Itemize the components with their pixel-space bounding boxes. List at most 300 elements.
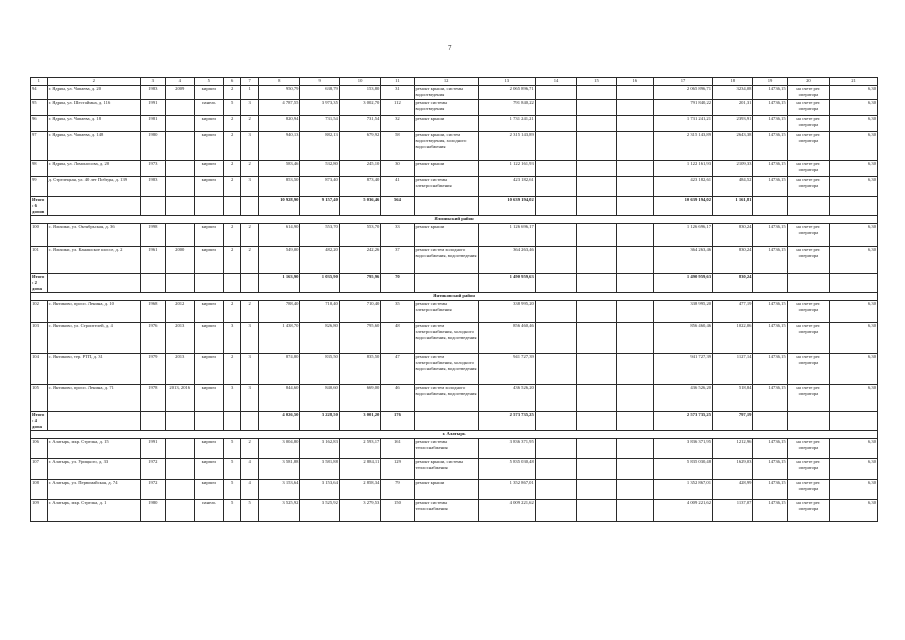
cell-col-2 — [47, 412, 140, 431]
cell-col-10: 873,40 — [339, 177, 380, 197]
cell-col-13: 1 731 241,21 — [478, 116, 535, 132]
cell-col-14 — [535, 459, 576, 480]
cell-col-9: 1 035,90 — [300, 274, 339, 293]
cell-col-3 — [140, 412, 165, 431]
cell-col-19: 14736,15 — [753, 177, 787, 197]
cell-col-7: 2 — [241, 247, 259, 274]
cell-col-3: 1983 — [140, 177, 165, 197]
cell-col-15 — [577, 116, 616, 132]
cell-col-20: на счете рег. оператора — [787, 86, 830, 100]
cell-col-19 — [753, 197, 787, 216]
cell-col-6: 2 — [223, 354, 241, 385]
cell-col-17: 1 126 696,17 — [653, 224, 712, 247]
cell-col-16 — [616, 100, 653, 116]
cell-col-13: 856 460,46 — [478, 323, 535, 354]
cell-col-9: 3 973,35 — [300, 100, 339, 116]
cell-col-12: ремонт системы теплоснабжения — [414, 439, 478, 459]
cell-col-2 — [47, 197, 140, 216]
cell-col-17: 1 731 241,21 — [653, 116, 712, 132]
cell-col-19: 14736,15 — [753, 116, 787, 132]
cell-col-15 — [577, 100, 616, 116]
cell-col-13: 3 836 371,95 — [478, 439, 535, 459]
cell-col-8: 8 — [259, 78, 300, 86]
cell-col-11: 33 — [381, 224, 414, 247]
cell-col-15 — [577, 385, 616, 412]
cell-col-11: 37 — [381, 247, 414, 274]
cell-col-8: 844,60 — [259, 385, 300, 412]
cell-col-5: кирпич — [194, 224, 223, 247]
cell-col-21: 6,30 — [830, 439, 878, 459]
cell-col-15 — [577, 132, 616, 161]
cell-col-12: ремонт системы теплоснабжения — [414, 500, 478, 522]
header-row — [31, 78, 878, 86]
cell-col-1: Итого: 4 дома — [31, 412, 48, 431]
cell-col-8: 940,13 — [259, 132, 300, 161]
cell-col-16 — [616, 439, 653, 459]
cell-col-20: на счете рег. оператора — [787, 459, 830, 480]
cell-col-3: 1972 — [140, 459, 165, 480]
cell-col-12: ремонт системы электроснабжения — [414, 301, 478, 323]
cell-col-12: ремонт систем электроснабжения, холодного водоснабжения, водоотведения — [414, 354, 478, 385]
cell-col-7 — [241, 197, 259, 216]
table-row — [31, 247, 878, 274]
cell-col-19: 14736,15 — [753, 480, 787, 500]
cell-col-3: 1973 — [140, 161, 165, 177]
cell-col-4 — [165, 412, 194, 431]
cell-col-10: 2 884,11 — [339, 459, 380, 480]
cell-col-10: 245,10 — [339, 161, 380, 177]
cell-col-1: 105 — [31, 385, 48, 412]
cell-col-8: 10 928,90 — [259, 197, 300, 216]
cell-col-15 — [577, 177, 616, 197]
cell-col-7: 7 — [241, 78, 259, 86]
cell-col-1: 100 — [31, 224, 48, 247]
cell-col-15 — [577, 301, 616, 323]
cell-col-8: 3 581,88 — [259, 459, 300, 480]
cell-col-21: 6,30 — [830, 177, 878, 197]
cell-col-6: 2 — [223, 177, 241, 197]
cell-col-1: 1 — [31, 78, 48, 86]
cell-col-12: ремонт систем холодного водоснабжения, водоотведения — [414, 247, 478, 274]
cell-col-1: 94 — [31, 86, 48, 100]
cell-col-10: 835,50 — [339, 354, 380, 385]
cell-col-19: 19 — [753, 78, 787, 86]
table-row — [31, 161, 878, 177]
cell-col-20: на счете рег. оператора — [787, 301, 830, 323]
cell-col-17: 856 460,46 — [653, 323, 712, 354]
cell-col-4: 2012 — [165, 301, 194, 323]
cell-col-5: кирпич — [194, 439, 223, 459]
cell-col-8: 614,90 — [259, 224, 300, 247]
cell-col-18: 1629,03 — [713, 459, 753, 480]
cell-col-17: 423 182,61 — [653, 177, 712, 197]
cell-col-3 — [140, 197, 165, 216]
cell-col-19: 14736,15 — [753, 439, 787, 459]
cell-col-9: 3 581,88 — [300, 459, 339, 480]
cell-col-16 — [616, 412, 653, 431]
cell-col-15 — [577, 86, 616, 100]
cell-col-15 — [577, 161, 616, 177]
cell-col-14 — [535, 500, 576, 522]
cell-col-10: 553,70 — [339, 224, 380, 247]
cell-col-5: кирпич — [194, 86, 223, 100]
cell-col-7: 2 — [241, 301, 259, 323]
cell-col-2: с. Янтиково, просп. Ленина, д. 71 — [47, 385, 140, 412]
cell-col-3: 1968 — [140, 301, 165, 323]
cell-col-16 — [616, 354, 653, 385]
cell-col-6 — [223, 197, 241, 216]
cell-col-4 — [165, 132, 194, 161]
cell-col-8: 4 026,50 — [259, 412, 300, 431]
housing-repair-table — [30, 77, 878, 522]
cell-col-17: 338 995,20 — [653, 301, 712, 323]
cell-col-6: 2 — [223, 86, 241, 100]
cell-col-16 — [616, 132, 653, 161]
cell-col-1: 104 — [31, 354, 48, 385]
cell-col-15 — [577, 459, 616, 480]
cell-col-7: 1 — [241, 86, 259, 100]
cell-col-6: 5 — [223, 439, 241, 459]
cell-col-1: Итого: 2 дома — [31, 274, 48, 293]
cell-col-2 — [47, 274, 140, 293]
cell-col-5: панель — [194, 100, 223, 116]
cell-col-17: 1 352 867,01 — [653, 480, 712, 500]
cell-col-11: 46 — [381, 385, 414, 412]
cell-col-21: 6,30 — [830, 459, 878, 480]
cell-col-4: 2000 — [165, 247, 194, 274]
cell-col-14 — [535, 132, 576, 161]
section-title-row — [31, 216, 878, 224]
cell-col-12 — [414, 274, 478, 293]
cell-col-10: 3 001,20 — [339, 412, 380, 431]
table-row — [31, 385, 878, 412]
cell-col-3: 1998 — [140, 224, 165, 247]
cell-col-14 — [535, 161, 576, 177]
cell-col-7 — [241, 274, 259, 293]
cell-col-13: 338 995,20 — [478, 301, 535, 323]
cell-col-21: 21 — [830, 78, 878, 86]
cell-col-7: 2 — [241, 224, 259, 247]
cell-col-8: 853,50 — [259, 177, 300, 197]
cell-col-2: 2 — [47, 78, 140, 86]
cell-col-18: 428,99 — [713, 480, 753, 500]
cell-col-8: 583,46 — [259, 161, 300, 177]
cell-col-11: 48 — [381, 323, 414, 354]
cell-col-18: 830,24 — [713, 247, 753, 274]
cell-col-12: ремонт систем электроснабжения, холодного водоснабжения, водоотведения — [414, 323, 478, 354]
cell-col-12 — [414, 412, 478, 431]
cell-col-7: 3 — [241, 385, 259, 412]
cell-col-7: 3 — [241, 354, 259, 385]
cell-col-2: г. Алатырь, ул. Урицкого, д. 33 — [47, 459, 140, 480]
cell-col-10: 3 002,70 — [339, 100, 380, 116]
cell-col-9: 835,50 — [300, 354, 339, 385]
cell-col-8: 820,94 — [259, 116, 300, 132]
table-row — [31, 323, 878, 354]
cell-col-15 — [577, 247, 616, 274]
cell-col-17: 4 009 221,62 — [653, 500, 712, 522]
cell-col-5: кирпич — [194, 385, 223, 412]
table-row — [31, 224, 878, 247]
cell-col-21: 6,30 — [830, 224, 878, 247]
cell-col-16 — [616, 480, 653, 500]
cell-col-11: 35 — [381, 301, 414, 323]
cell-col-5 — [194, 274, 223, 293]
cell-col-16 — [616, 177, 653, 197]
section-title: г. Алатырь — [31, 431, 878, 439]
cell-col-9: 482,20 — [300, 247, 339, 274]
cell-col-18: 1137,07 — [713, 500, 753, 522]
cell-col-10: 795,96 — [339, 274, 380, 293]
table-row — [31, 500, 878, 522]
cell-col-9: 873,40 — [300, 177, 339, 197]
cell-col-20: на счете рег. оператора — [787, 323, 830, 354]
cell-col-13: 4 009 221,62 — [478, 500, 535, 522]
cell-col-18: 2109,33 — [713, 161, 753, 177]
cell-col-8: 1 438,70 — [259, 323, 300, 354]
cell-col-16 — [616, 161, 653, 177]
cell-col-10: 242,26 — [339, 247, 380, 274]
cell-col-14 — [535, 439, 576, 459]
cell-col-14 — [535, 224, 576, 247]
cell-col-16 — [616, 197, 653, 216]
cell-col-7: 3 — [241, 132, 259, 161]
cell-col-17: 2 573 735,25 — [653, 412, 712, 431]
cell-col-5: 5 — [194, 78, 223, 86]
cell-col-13: 13 — [478, 78, 535, 86]
cell-col-13: 791 840,22 — [478, 100, 535, 116]
cell-col-18: 18 — [713, 78, 753, 86]
cell-col-21 — [830, 412, 878, 431]
cell-col-1: 95 — [31, 100, 48, 116]
cell-col-20 — [787, 197, 830, 216]
cell-col-19: 14736,15 — [753, 500, 787, 522]
cell-col-8: 3 525,92 — [259, 500, 300, 522]
cell-col-5: панель — [194, 500, 223, 522]
cell-col-6: 2 — [223, 161, 241, 177]
cell-col-14 — [535, 100, 576, 116]
cell-col-2: с. Яльчики, ул. Канашское шоссе, д. 2 — [47, 247, 140, 274]
cell-col-18: 1 161,81 — [713, 197, 753, 216]
cell-col-3: 1991 — [140, 439, 165, 459]
cell-col-14 — [535, 480, 576, 500]
cell-col-6: 2 — [223, 224, 241, 247]
section-title-row — [31, 431, 878, 439]
cell-col-12: ремонт крыши — [414, 116, 478, 132]
cell-col-2: с. Янтиково, тер. РТП, д. 31 — [47, 354, 140, 385]
table-row — [31, 301, 878, 323]
cell-col-14: 14 — [535, 78, 576, 86]
cell-col-9: 3 228,50 — [300, 412, 339, 431]
cell-col-19: 14736,15 — [753, 247, 787, 274]
cell-col-12: ремонт системы электроснабжения — [414, 177, 478, 197]
total-row — [31, 412, 878, 431]
cell-col-7 — [241, 412, 259, 431]
cell-col-19: 14736,15 — [753, 459, 787, 480]
table-row — [31, 459, 878, 480]
cell-col-10: 679,92 — [339, 132, 380, 161]
cell-col-3: 1979 — [140, 354, 165, 385]
cell-col-15 — [577, 480, 616, 500]
cell-col-6: 5 — [223, 500, 241, 522]
cell-col-9: 532,80 — [300, 161, 339, 177]
cell-col-8: 549,00 — [259, 247, 300, 274]
cell-col-11: 58 — [381, 132, 414, 161]
cell-col-4 — [165, 197, 194, 216]
cell-col-8: 3 153,64 — [259, 480, 300, 500]
cell-col-9: 882,13 — [300, 132, 339, 161]
cell-col-7: 3 — [241, 323, 259, 354]
cell-col-15 — [577, 274, 616, 293]
cell-col-5: кирпич — [194, 132, 223, 161]
cell-col-11: 112 — [381, 100, 414, 116]
cell-col-1: 109 — [31, 500, 48, 522]
cell-col-11: 70 — [381, 274, 414, 293]
cell-col-5 — [194, 197, 223, 216]
cell-col-1: 108 — [31, 480, 48, 500]
cell-col-11: 11 — [381, 78, 414, 86]
cell-col-21: 6,30 — [830, 480, 878, 500]
cell-col-21: 6,30 — [830, 86, 878, 100]
cell-col-17: 3 836 371,95 — [653, 439, 712, 459]
cell-col-9: 840,60 — [300, 385, 339, 412]
cell-col-7: 5 — [241, 500, 259, 522]
cell-col-10: 2 593,17 — [339, 439, 380, 459]
cell-col-21: 6,30 — [830, 247, 878, 274]
cell-col-16 — [616, 247, 653, 274]
cell-col-9: 3 525,92 — [300, 500, 339, 522]
cell-col-14 — [535, 274, 576, 293]
cell-col-11: 176 — [381, 412, 414, 431]
table-row — [31, 100, 878, 116]
cell-col-6 — [223, 274, 241, 293]
cell-col-7: 2 — [241, 161, 259, 177]
cell-col-11: 41 — [381, 177, 414, 197]
cell-col-8: 874,80 — [259, 354, 300, 385]
cell-col-6: 6 — [223, 78, 241, 86]
cell-col-5: кирпич — [194, 161, 223, 177]
cell-col-14 — [535, 301, 576, 323]
cell-col-16 — [616, 459, 653, 480]
cell-col-5: кирпич — [194, 459, 223, 480]
section-title: Яльчикский район — [31, 216, 878, 224]
cell-col-17: 10 639 194,02 — [653, 197, 712, 216]
cell-col-18: 477,19 — [713, 301, 753, 323]
cell-col-9: 710,40 — [300, 301, 339, 323]
cell-col-9: 9 157,40 — [300, 197, 339, 216]
cell-col-9: 826,80 — [300, 323, 339, 354]
cell-col-16 — [616, 500, 653, 522]
page-number: 7 — [448, 44, 452, 52]
cell-col-10: 10 — [339, 78, 380, 86]
cell-col-4 — [165, 161, 194, 177]
cell-col-12: ремонт крыши — [414, 480, 478, 500]
cell-col-20: на счете рег. оператора — [787, 116, 830, 132]
cell-col-21: 6,30 — [830, 100, 878, 116]
cell-col-4: 2013, 2016 — [165, 385, 194, 412]
cell-col-14 — [535, 86, 576, 100]
cell-col-3: 1980 — [140, 500, 165, 522]
cell-col-1: 101 — [31, 247, 48, 274]
cell-col-19: 14736,15 — [753, 224, 787, 247]
cell-col-2: г. Ядрин, ул. Шестаймна, д. 116 — [47, 100, 140, 116]
cell-col-15 — [577, 323, 616, 354]
cell-col-9: 9 — [300, 78, 339, 86]
cell-col-4 — [165, 439, 194, 459]
cell-col-15: 15 — [577, 78, 616, 86]
cell-col-7: 4 — [241, 459, 259, 480]
cell-col-12: ремонт крыши — [414, 224, 478, 247]
cell-col-3 — [140, 274, 165, 293]
cell-col-3: 1980 — [140, 132, 165, 161]
total-row — [31, 274, 878, 293]
cell-col-14 — [535, 197, 576, 216]
cell-col-16 — [616, 385, 653, 412]
cell-col-3: 1991 — [140, 100, 165, 116]
cell-col-17: 17 — [653, 78, 712, 86]
cell-col-1: 106 — [31, 439, 48, 459]
cell-col-2: с. Янтиково, ул. Строителей, д. 4 — [47, 323, 140, 354]
cell-col-5: кирпич — [194, 354, 223, 385]
cell-col-20: на счете рег. оператора — [787, 247, 830, 274]
table-row — [31, 132, 878, 161]
cell-col-1: 97 — [31, 132, 48, 161]
cell-col-8: 950,79 — [259, 86, 300, 100]
table-row — [31, 439, 878, 459]
cell-col-20 — [787, 412, 830, 431]
cell-col-19: 14736,15 — [753, 86, 787, 100]
cell-col-18: 3234,08 — [713, 86, 753, 100]
cell-col-5: кирпич — [194, 116, 223, 132]
cell-col-3: 1961 — [140, 247, 165, 274]
cell-col-19: 14736,15 — [753, 301, 787, 323]
cell-col-11: 564 — [381, 197, 414, 216]
cell-col-7: 3 — [241, 100, 259, 116]
cell-col-13: 1 122 161,93 — [478, 161, 535, 177]
cell-col-3: 1978 — [140, 385, 165, 412]
cell-col-3: 1976 — [140, 323, 165, 354]
cell-col-9: 3 162,83 — [300, 439, 339, 459]
cell-col-16 — [616, 274, 653, 293]
cell-col-21: 6,30 — [830, 301, 878, 323]
cell-col-13: 10 639 194,02 — [478, 197, 535, 216]
cell-col-14 — [535, 177, 576, 197]
table-body — [31, 78, 878, 522]
cell-col-21: 6,30 — [830, 354, 878, 385]
cell-col-15 — [577, 439, 616, 459]
cell-col-4 — [165, 177, 194, 197]
cell-col-5 — [194, 412, 223, 431]
cell-col-5: кирпич — [194, 247, 223, 274]
cell-col-14 — [535, 385, 576, 412]
cell-col-2: г. Ядрин, ул. Чапаева, д. 20 — [47, 86, 140, 100]
cell-col-18: 518,84 — [713, 385, 753, 412]
cell-col-11: 150 — [381, 500, 414, 522]
cell-col-21 — [830, 274, 878, 293]
cell-col-3: 1981 — [140, 116, 165, 132]
cell-col-2: г. Алатырь, ул. Первомайская, д. 74 — [47, 480, 140, 500]
cell-col-9: 638,79 — [300, 86, 339, 100]
cell-col-5: кирпич — [194, 177, 223, 197]
cell-col-6: 2 — [223, 301, 241, 323]
cell-col-10: 153,80 — [339, 86, 380, 100]
cell-col-12: ремонт крыши, системы водоотведения — [414, 86, 478, 100]
cell-col-6 — [223, 412, 241, 431]
cell-col-20: на счете рег. оператора — [787, 354, 830, 385]
cell-col-11: 161 — [381, 439, 414, 459]
cell-col-5: кирпич — [194, 323, 223, 354]
cell-col-20: на счете рег. оператора — [787, 480, 830, 500]
